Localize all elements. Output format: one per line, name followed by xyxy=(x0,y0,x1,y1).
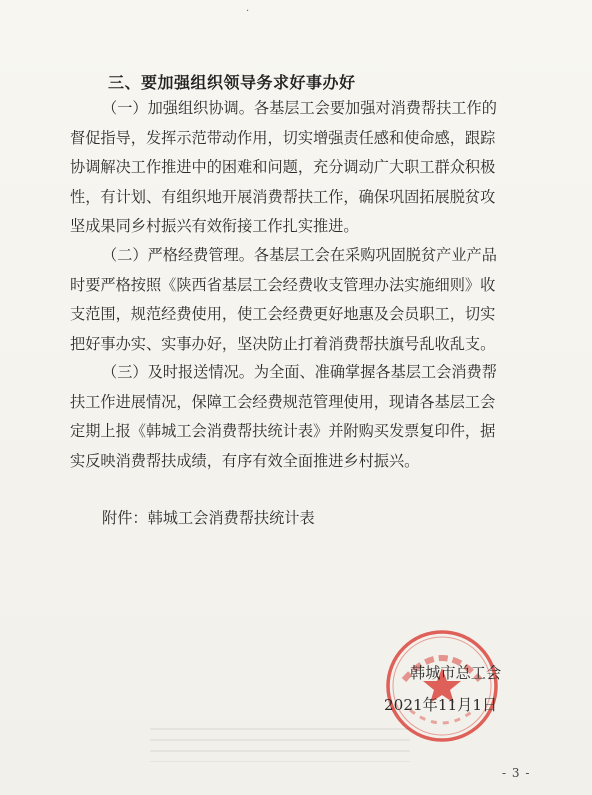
paragraph-line: 把好事办实、实事办好，坚决防止打着消费帮扶旗号乱收乱支。 xyxy=(70,334,496,353)
paragraph-organize xyxy=(70,94,556,242)
top-mark: · xyxy=(246,6,250,17)
page-number: - 3 - xyxy=(502,766,531,780)
paragraph-line: 坚成果同乡村振兴有效衔接工作扎实推进。 xyxy=(70,217,359,235)
paragraph-line: （三）及时报送情况。为全面、准确掌握各基层工会消费帮 xyxy=(102,363,497,381)
paragraph-line: （一）加强组织协调。各基层工会要加强对消费帮扶工作的 xyxy=(102,99,497,117)
official-seal xyxy=(384,628,500,744)
paragraph-line: 性，有计划、有组织地开展消费帮扶工作，确保巩固拓展脱贫攻 xyxy=(70,187,496,206)
sign-date: 2021年11月1日 xyxy=(384,696,498,714)
signer-name: 韩城市总工会 xyxy=(410,664,502,682)
paragraph-line: 协调解决工作推进中的困难和问题，充分调动广大职工群众积极 xyxy=(70,158,496,176)
paragraph-line: 实反映消费帮扶成绩，有序有效全面推进乡村振兴。 xyxy=(70,451,420,470)
paragraph-line: 支范围，规范经费使用，使工会经费更好地惠及会员职工，切实 xyxy=(70,305,496,323)
paragraph-funds xyxy=(70,241,556,359)
paragraph-line: （二）严格经费管理。各基层工会在采购巩固脱贫产业产品 xyxy=(102,246,497,264)
paragraph-line: 定期上报《韩城工会消费帮扶统计表》并附购买发票复印件，据 xyxy=(70,422,496,440)
section-heading: 三、要加强组织领导务求好事办好 xyxy=(108,73,356,92)
paragraph-line: 督促指导，发挥示范带动作用，切实增强责任感和使命感，跟踪 xyxy=(70,128,496,147)
bleed-through-texture xyxy=(150,728,410,762)
attachment-note: 附件：韩城工会消费帮扶统计表 xyxy=(102,509,315,527)
paragraph-line: 扶工作进展情况，保障工会经费规范管理使用，现请各基层工会 xyxy=(70,392,496,411)
paragraph-line: 时要严格按照《陕西省基层工会经费收支管理办法实施细则》收 xyxy=(70,275,496,294)
paragraph-report xyxy=(70,358,556,476)
